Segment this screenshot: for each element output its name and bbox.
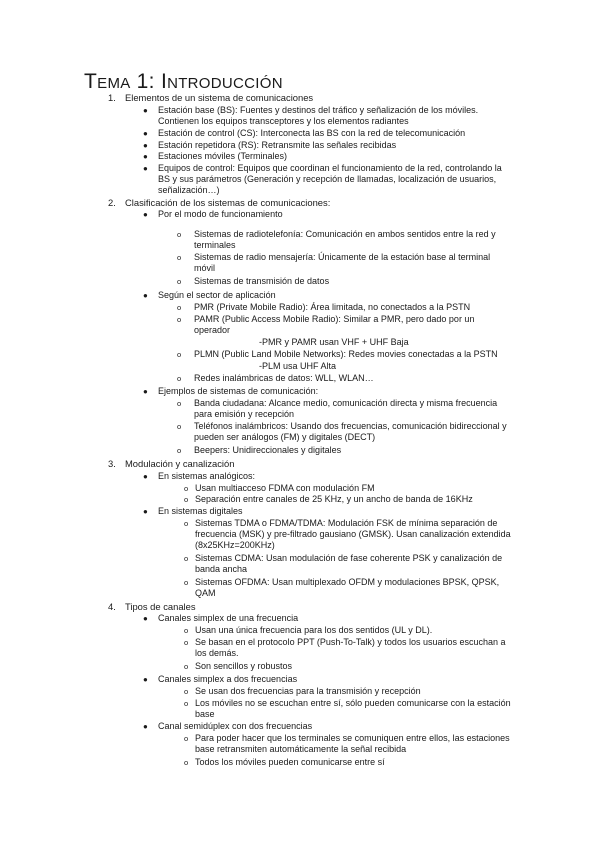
bullet-icon: ●	[143, 472, 148, 481]
circle-bullet-icon: o	[177, 446, 182, 455]
circle-bullet-icon: o	[177, 422, 182, 431]
bullet-icon: ●	[143, 291, 148, 300]
circle-bullet-icon: o	[177, 374, 182, 383]
circle-bullet-icon: o	[177, 350, 182, 359]
bullet-icon: ●	[143, 152, 148, 161]
circle-bullet-icon: o	[184, 519, 189, 528]
circle-bullet-icon: o	[184, 662, 189, 671]
circle-bullet-icon: o	[184, 699, 189, 708]
circle-bullet-icon: o	[184, 734, 189, 743]
bullet-icon: ●	[143, 675, 148, 684]
bullet-icon: ●	[143, 507, 148, 516]
circle-bullet-icon: o	[177, 315, 182, 324]
circle-bullet-icon: o	[184, 495, 189, 504]
bullet-icon: ●	[143, 129, 148, 138]
note-text: -PMR y PAMR usan VHF + UHF Baja	[259, 337, 409, 347]
document-page: TEMA 1: INTRODUCCIÓN 1. Elementos de un sistema de comunicaciones ● Estación base (BS): Fuentes y destinos del tráfico y señalización de los móviles. Contienen los equipos transceptores y los elementos radiantes ● Estación de control (CS): Interconecta las BS con la red de telecomunicación ● Estación repetidora (RS): Retransmite las señales recibidas ● Estaciones móviles (Terminales) ● Equipos de control: Equipos que coordinan el funcionamiento de la red, controlando la BS y sus parámetros (Generación y recepción de llamadas, localización de usuarios, señalización…) 2. Clasificación de los sistemas de comunicaciones: ● Por el modo de funcionamiento o Sistemas de radiotelefonía: Comunicación en ambos sentidos entre la red y terminales o Sistemas de radio mensajería: Únicamente de la estación base al terminal móvil o Sistemas de transmisión de datos ● Según el sector de aplicación o PMR (Private Mobile Radio): Área limitada, no conectados a la PSTN o PAMR (Public Access Mobile Radio): Similar a PMR, pero dado por un operador -PMR y PAMR usan VHF + UHF Baja o PLMN (Public Land Mobile Networks): Redes movies conectadas a la PSTN -PLM usa UHF Alta o Redes inalámbricas de datos: WLL, WLAN… ● Ejemplos de sistemas de comunicación: o Banda ciudadana: Alcance medio, comunicación directa y misma frecuencia para emisión y recepción o Teléfonos inalámbricos: Usando dos frecuencias, comunicación bidireccional y pueden ser análogos (FM) y digitales (DECT) o Beepers: Unidireccionales y digitales 3. Modulación y canalización ● En sistemas analógicos: o Usan multiacceso FDMA con modulación FM o Separación entre canales de 25 KHz, y un ancho de banda de 16KHz ● En sistemas digitales o Sistemas TDMA o FDMA/TDMA: Modulación FSK de mínima separación de frecuencia (MSK) y pre-filtrado gausiano (GMSK). Usan canalización extendida (8x25KHz=200KHz) o Sistemas CDMA: Usan modulación de fase coherente PSK y canalización de banda ancha o Sistemas OFDMA: Usan multiplexado OFDM y modulaciones BPSK, QPSK, QAM 4. Tipos de canales ● Canales simplex de una frecuencia o Usan una única frecuencia para los dos sentidos (UL y DL). o Se basan en el protocolo PPT (Push-To-Talk) y todos los usuarios escuchan a los demás. o Son sencillos y robustos ● Canales simplex a dos frecuencias o Se usan dos frecuencias para la transmisión y recepción o Los móviles no se escuchan entre sí, sólo pueden comunicarse con la estación base ● Canal semidúplex con dos frecuencias o Para poder hacer que los terminales se comuniquen entre ellos, las estaciones base retransmiten automáticamente la señal recibida o Todos los móviles pueden comunicarse entre sí	[84, 70, 511, 767]
circle-bullet-icon: o	[177, 277, 182, 286]
circle-bullet-icon: o	[184, 758, 189, 767]
circle-bullet-icon: o	[177, 253, 182, 262]
bullet-icon: ●	[143, 614, 148, 623]
circle-bullet-icon: o	[184, 484, 189, 493]
circle-bullet-icon: o	[184, 578, 189, 587]
circle-bullet-icon: o	[177, 399, 182, 408]
circle-bullet-icon: o	[184, 687, 189, 696]
note-text: -PLM usa UHF Alta	[259, 361, 337, 371]
circle-bullet-icon: o	[177, 303, 182, 312]
bullet-icon: ●	[143, 387, 148, 396]
bullet-icon: ●	[143, 722, 148, 731]
bullet-icon: ●	[143, 210, 148, 219]
bullet-icon: ●	[143, 141, 148, 150]
bullet-icon: ●	[143, 106, 148, 115]
page-title: TEMA 1: INTRODUCCIÓN	[84, 70, 283, 93]
bullet-icon: ●	[143, 164, 148, 173]
circle-bullet-icon: o	[177, 230, 182, 239]
circle-bullet-icon: o	[184, 626, 189, 635]
circle-bullet-icon: o	[184, 638, 189, 647]
circle-bullet-icon: o	[184, 554, 189, 563]
